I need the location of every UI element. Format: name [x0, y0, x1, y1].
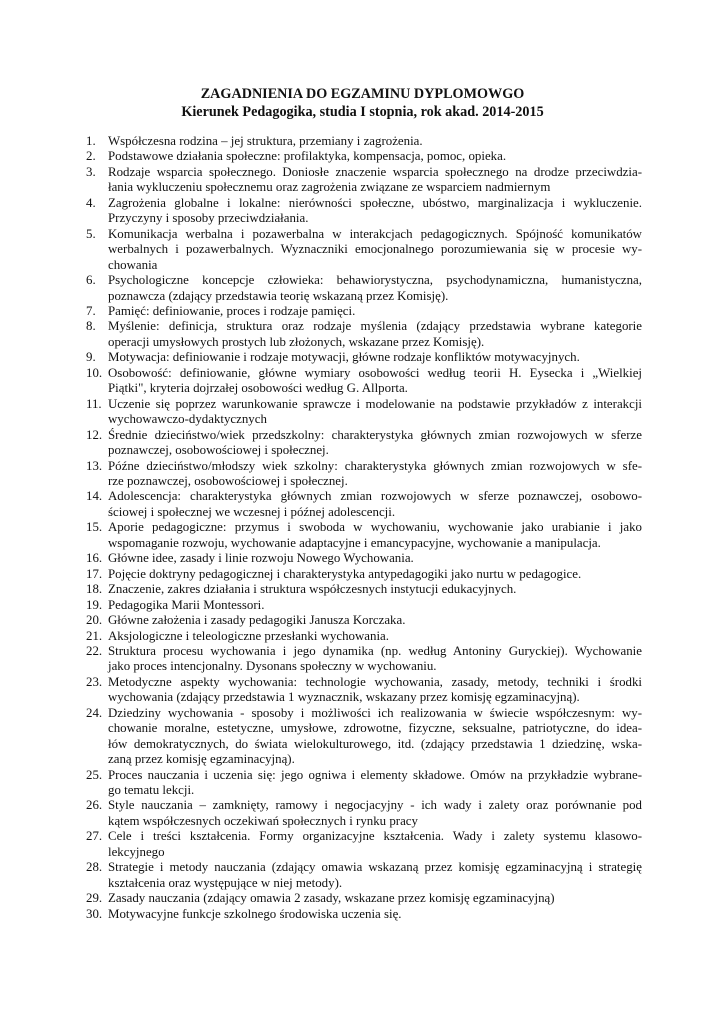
item-text-line: kątem współczesnych oczekiwań społecznych i rynku pracy: [108, 813, 418, 828]
item-text-line: Motywacyjne funkcje szkolnego środowiska uczenia się.: [108, 906, 402, 921]
list-item: [86, 613, 642, 628]
item-text: [108, 675, 642, 706]
item-text-line: chowanie moralne, estetyczne, umysłowe, zdrowotne, fizyczne, seksualne, patriotyczne, do idea-: [108, 721, 642, 736]
item-text: [108, 706, 642, 768]
list-item: [86, 567, 642, 582]
item-text: [108, 798, 642, 829]
list-item: [86, 149, 642, 164]
item-text-line: zaną przez komisję egzaminacyjną).: [108, 752, 295, 767]
item-text-line: poznawcza (zdający przedstawia teorię wskazaną przez Komisję).: [108, 288, 449, 303]
item-text: [108, 196, 642, 227]
item-text: [108, 551, 642, 566]
item-number: 27.: [86, 829, 103, 844]
item-text: [108, 489, 642, 520]
list-item: [86, 582, 642, 597]
list-item: [86, 520, 642, 551]
list-item: [86, 397, 642, 428]
item-text-line: Psychologiczne koncepcje człowieka: behawiorystyczna, psychodynamiczna, humanistyczna,: [108, 273, 642, 288]
list-item: [86, 891, 642, 906]
list-item: [86, 489, 642, 520]
list-item: [86, 629, 642, 644]
item-text-line: Rodzaje wsparcia społecznego. Doniosłe znaczenie wsparcia społecznego na drodze przeciwdzia-: [108, 164, 642, 179]
list-item: [86, 459, 642, 490]
item-number: 24.: [86, 705, 103, 720]
item-number: 10.: [86, 365, 103, 380]
item-text-line: Aporie pedagogiczne: przymus i swoboda w wychowaniu, wychowanie jako urabianie i jako: [108, 520, 642, 535]
list-item: [86, 134, 642, 149]
item-text-line: Pamięć: definiowanie, proces i rodzaje pamięci.: [108, 303, 356, 318]
item-number: 26.: [86, 798, 103, 813]
item-text-line: Znaczenie, zakres działania i struktura współczesnych instytucji edukacyjnych.: [108, 582, 517, 597]
item-number: 15.: [86, 520, 103, 535]
item-number: 1.: [86, 134, 96, 148]
list-item: [86, 644, 642, 675]
list-item: [86, 196, 642, 227]
item-text-line: rze poznawczej, osobowościowej i społecznej.: [108, 473, 348, 488]
item-text-line: Aksjologiczne i teleologiczne przesłanki wychowania.: [108, 628, 389, 643]
item-text: [108, 273, 642, 304]
item-text: [108, 629, 642, 644]
item-text-line: Komunikacja werbalna i pozawerbalna w interakcjach pedagogicznych. Spójność komunikatów: [108, 226, 642, 241]
item-text-line: Pojęcie doktryny pedagogicznej i charakterystyka antypedagogiki jako nurtu w pedagogice.: [108, 566, 582, 581]
list-item: [86, 768, 642, 799]
item-text-line: wychowania (zdający przedstawia 1 wyznacznik, wskazany przez komisję egzaminacyjną).: [108, 690, 580, 705]
item-text-line: Struktura procesu wychowania i jego dynamika (np. według Antoniny Guryckiej). Wychowanie: [108, 643, 642, 658]
item-number: 19.: [86, 597, 103, 612]
item-number: 4.: [86, 195, 96, 210]
list-item: [86, 366, 642, 397]
item-number: 3.: [86, 164, 96, 179]
item-text-line: Pedagogika Marii Montessori.: [108, 597, 265, 612]
item-text: [108, 768, 642, 799]
item-text-line: Style nauczania – zamknięty, ramowy i negocjacyjny - ich wady i zalety oraz porównanie pod: [108, 798, 642, 813]
item-text-line: Późne dzieciństwo/młodszy wiek szkolny: charakterystyka głównych zmian rozwojowych w sfe-: [108, 458, 642, 473]
exam-topics-list: [86, 134, 642, 922]
item-text: [108, 567, 642, 582]
item-text-line: Adolescencja: charakterystyka głównych zmian rozwojowych w sferze poznawczej, osobowo-: [108, 489, 642, 504]
list-item: [86, 675, 642, 706]
item-text-line: łów demokratycznych, do świata wielokulturowego, itd. (zdający przedstawia 1 dziedzinę, wska-: [108, 736, 642, 751]
item-number: 13.: [86, 458, 103, 473]
item-text: [108, 227, 642, 273]
list-item: [86, 706, 642, 768]
document-subtitle: Kierunek Pedagogika, studia I stopnia, rok akad. 2014-2015: [181, 104, 544, 120]
item-text-line: Piątki", kryteria dojrzałej osobowości według G. Allporta.: [108, 381, 408, 396]
item-number: 28.: [86, 860, 103, 875]
item-text-line: wspomaganie rozwoju, wychowanie adaptacyjne i emancypacyjne, wychowanie a manipulacja.: [108, 535, 601, 550]
item-text-line: Motywacja: definiowanie i rodzaje motywacji, główne rodzaje konfliktów motywacyjnych.: [108, 350, 580, 365]
item-text: [108, 644, 642, 675]
list-item: [86, 350, 642, 365]
item-text-line: Podstawowe działania społeczne: profilaktyka, kompensacja, pomoc, opieka.: [108, 149, 507, 164]
item-text-line: werbalnych i pozawerbalnych. Wyznaczniki emocjonalnego porozumiewania się w procesie wy-: [108, 242, 642, 257]
list-item: [86, 227, 642, 273]
item-text-line: go tematu lekcji.: [108, 783, 195, 798]
item-number: 14.: [86, 489, 103, 504]
item-text-line: Średnie dzieciństwo/wiek przedszkolny: charakterystyka głównych zmian rozwojowych w sferze: [108, 427, 642, 442]
item-number: 20.: [86, 613, 103, 628]
item-text: [108, 520, 642, 551]
item-text-line: ściowej i społecznej we wczesnej i późnej adolescencji.: [108, 504, 396, 519]
item-number: 17.: [86, 566, 103, 581]
item-text-line: chowania: [108, 257, 158, 272]
item-text-line: operacji umysłowych prostych lub złożonych, wskazane przez Komisję).: [108, 334, 485, 349]
item-number: 6.: [86, 273, 96, 288]
item-number: 22.: [86, 643, 103, 658]
item-number: 25.: [86, 767, 103, 782]
item-number: 16.: [86, 551, 103, 566]
item-number: 12.: [86, 427, 103, 442]
item-text-line: Proces nauczania i uczenia się: jego ogniwa i elementy składowe. Omów na przykładzie wybrane-: [108, 767, 642, 782]
item-text: [108, 134, 642, 149]
item-number: 9.: [86, 350, 96, 365]
item-text-line: Cele i treści kształcenia. Formy organizacyjne kształcenia. Wady i zalety systemu klasowo-: [108, 829, 642, 844]
item-text-line: wychowawczo-dydaktycznych: [108, 412, 267, 427]
list-item: [86, 860, 642, 891]
item-text-line: Zagrożenia globalne i lokalne: nierówności społeczne, ubóstwo, marginalizacja i wykluczenie.: [108, 195, 642, 210]
item-text: [108, 598, 642, 613]
item-text: [108, 891, 642, 906]
item-text-line: Przyczyny i sposoby przeciwdziałania.: [108, 211, 309, 226]
item-text: [108, 613, 642, 628]
item-text: [108, 350, 642, 365]
item-text: [108, 459, 642, 490]
item-text-line: Współczesna rodzina – jej struktura, przemiany i zagrożenia.: [108, 134, 423, 148]
item-number: 29.: [86, 891, 103, 906]
list-item: [86, 165, 642, 196]
list-item: [86, 273, 642, 304]
item-text: [108, 304, 642, 319]
item-text-line: lekcyjnego: [108, 844, 165, 859]
item-text-line: łania wykluczeniu społecznemu oraz zagrożenia związane ze wsparciem nadmiernym: [108, 180, 551, 195]
item-text-line: Uczenie się poprzez warunkowanie sprawcze i modelowanie na podstawie przykładów z interakcji: [108, 396, 642, 411]
item-text: [108, 366, 642, 397]
item-text-line: Główne założenia i zasady pedagogiki Janusza Korczaka.: [108, 613, 406, 628]
item-text: [108, 397, 642, 428]
document-title: ZAGADNIENIA DO EGZAMINU DYPLOMOWGO: [200, 86, 525, 102]
item-number: 2.: [86, 149, 96, 164]
item-text: [108, 582, 642, 597]
item-number: 30.: [86, 906, 103, 921]
item-text-line: jako proces intencjonalny. Dysonans społeczny w wychowaniu.: [108, 659, 437, 674]
item-text-line: Metodyczne aspekty wychowania: technologie wychowania, zasady, metody, techniki i środki: [108, 674, 642, 689]
item-text: [108, 165, 642, 196]
list-item: [86, 319, 642, 350]
item-text: [108, 149, 642, 164]
item-text-line: Osobowość: definiowanie, główne wymiary osobowości według teorii H. Eysecka i „Wielkiej: [108, 365, 642, 380]
item-text-line: Strategie i metody nauczania (zdający omawia wskazaną przez komisję egzaminacyjną i strategię: [108, 860, 642, 875]
list-item: [86, 304, 642, 319]
item-number: 11.: [86, 396, 102, 411]
item-number: 5.: [86, 226, 96, 241]
item-number: 23.: [86, 674, 103, 689]
list-item: [86, 829, 642, 860]
list-item: [86, 798, 642, 829]
item-text-line: kształcenia oraz występujące w niej metody).: [108, 875, 343, 890]
list-item: [86, 428, 642, 459]
list-item: [86, 598, 642, 613]
item-text: [108, 907, 642, 922]
item-text-line: Zasady nauczania (zdający omawia 2 zasady, wskazane przez komisję egzaminacyjną): [108, 891, 555, 906]
item-number: 18.: [86, 582, 103, 597]
list-item: [86, 907, 642, 922]
item-number: 7.: [86, 303, 96, 318]
item-text: [108, 860, 642, 891]
item-text-line: poznawczej, osobowościowej i społecznej.: [108, 443, 329, 458]
list-item: [86, 551, 642, 566]
item-number: 8.: [86, 319, 96, 334]
item-text-line: Dziedziny wychowania - sposoby i możliwości ich realizowania w świecie współczesnym: wy-: [108, 705, 642, 720]
item-text-line: Główne idee, zasady i linie rozwoju Nowego Wychowania.: [108, 551, 414, 566]
item-text: [108, 829, 642, 860]
item-text: [108, 428, 642, 459]
item-text-line: Myślenie: definicja, struktura oraz rodzaje myślenia (zdający przedstawia wybrane kategorie: [108, 319, 642, 334]
item-text: [108, 319, 642, 350]
item-number: 21.: [86, 628, 103, 643]
